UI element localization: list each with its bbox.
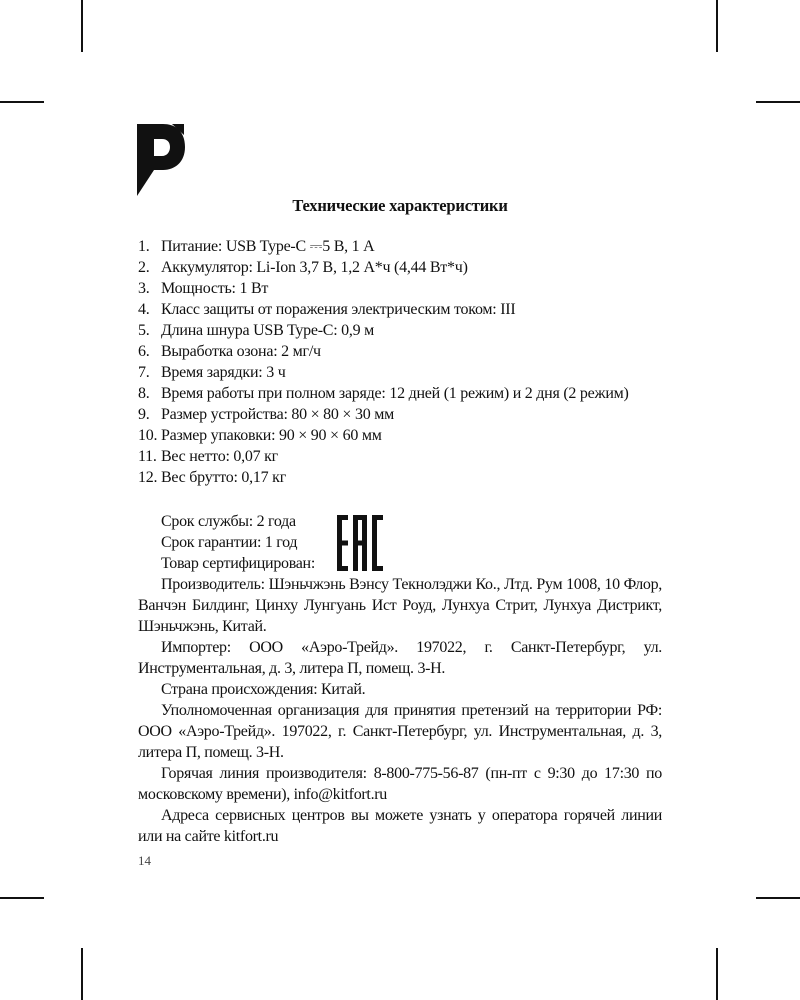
service-life: Срок службы: 2 года bbox=[161, 513, 296, 530]
crop-mark-right-lower bbox=[756, 897, 800, 899]
list-item: 11. Вес нетто: 0,07 кг bbox=[138, 448, 278, 465]
spec-list bbox=[138, 236, 678, 488]
crop-mark-top-left bbox=[81, 0, 83, 52]
crop-mark-bottom-left bbox=[81, 948, 83, 1000]
spec-text: Размер устройства: 80 × 80 × 30 мм bbox=[161, 406, 394, 423]
crop-mark-bottom-right bbox=[716, 948, 718, 1000]
list-item: 10. Размер упаковки: 90 × 90 × 60 мм bbox=[138, 427, 382, 444]
eac-mark-icon bbox=[337, 515, 383, 571]
list-item: 8. Время работы при полном заряде: 12 дней (1 режим) и 2 дня (2 режим) bbox=[138, 385, 629, 402]
crop-mark-right-upper bbox=[756, 101, 800, 103]
spec-text: Время зарядки: 3 ч bbox=[161, 364, 286, 381]
list-item: 12. Вес брутто: 0,17 кг bbox=[138, 469, 287, 486]
certification-note: Товар сертифицирован: bbox=[161, 555, 315, 572]
importer-info: Импортер: ООО «Аэро-Трейд». 197022, г. Санкт-Петербург, ул. Инструментальная, д. 3, литера П, помещ. 3-Н. bbox=[138, 639, 662, 677]
list-item: 7. Время зарядки: 3 ч bbox=[138, 364, 286, 381]
crop-mark-top-right bbox=[716, 0, 718, 52]
spec-text: Аккумулятор: Li-Ion 3,7 В, 1,2 А*ч (4,44 Вт*ч) bbox=[161, 259, 468, 276]
list-item: 2. Аккумулятор: Li-Ion 3,7 В, 1,2 А*ч (4,44 Вт*ч) bbox=[138, 259, 468, 276]
product-info bbox=[138, 511, 662, 847]
spec-text: Вес нетто: 0,07 кг bbox=[161, 448, 278, 465]
page-title: Технические характеристики bbox=[292, 196, 508, 215]
warranty-period: Срок гарантии: 1 год bbox=[161, 534, 298, 551]
list-item: 9. Размер устройства: 80 × 80 × 30 мм bbox=[138, 406, 394, 423]
spec-text: Мощность: 1 Вт bbox=[161, 280, 269, 297]
spec-text: Вес брутто: 0,17 кг bbox=[161, 469, 287, 486]
brand-logo-icon bbox=[136, 122, 188, 198]
list-item: 5. Длина шнура USB Type-C: 0,9 м bbox=[138, 322, 375, 339]
list-item: 1. Питание: USB Type-C ⎓5 В, 1 А bbox=[138, 238, 375, 255]
spec-text: Время работы при полном заряде: 12 дней (1 режим) и 2 дня (2 режим) bbox=[161, 385, 629, 402]
crop-mark-left-lower bbox=[0, 897, 44, 899]
country-of-origin: Страна происхождения: Китай. bbox=[161, 681, 366, 698]
spec-text: Длина шнура USB Type-C: 0,9 м bbox=[161, 322, 375, 339]
list-item: 6. Выработка озона: 2 мг/ч bbox=[138, 343, 321, 360]
service-centers-info: Адреса сервисных центров вы можете узнать у оператора горячей линии или на сайте kitfort.ru bbox=[138, 807, 662, 845]
spec-text: Выработка озона: 2 мг/ч bbox=[161, 343, 321, 360]
manufacturer-info: Производитель: Шэньчжэнь Вэнсу Текнолэджи Ко., Лтд. Рум 1008, 10 Флор, Ванчэн Билдинг, Цинху Лунгуань Ист Роуд, Лунхуа Стрит, Лунхуа Дистрикт, Шэньчжэнь, Китай. bbox=[138, 576, 662, 635]
spec-text: Размер упаковки: 90 × 90 × 60 мм bbox=[161, 427, 382, 444]
list-item: 3. Мощность: 1 Вт bbox=[138, 280, 269, 297]
authorized-organization: Уполномоченная организация для принятия претензий на территории РФ: ООО «Аэро-Трейд». 197022, г. Санкт-Петербург, ул. Инструментальная, д. 3, литера П, помещ. 3-Н. bbox=[138, 702, 662, 761]
hotline-info: Горячая линия производителя: 8-800-775-56-87 (пн-пт с 9:30 до 17:30 по московскому времени), info@kitfort.ru bbox=[138, 765, 662, 803]
page-number: 14 bbox=[138, 853, 151, 868]
list-item: 4. Класс защиты от поражения электрическим током: III bbox=[138, 301, 516, 318]
crop-mark-left-upper bbox=[0, 101, 44, 103]
spec-text: Питание: USB Type-C ⎓5 В, 1 А bbox=[161, 238, 375, 255]
spec-text: Класс защиты от поражения электрическим током: III bbox=[161, 301, 516, 318]
